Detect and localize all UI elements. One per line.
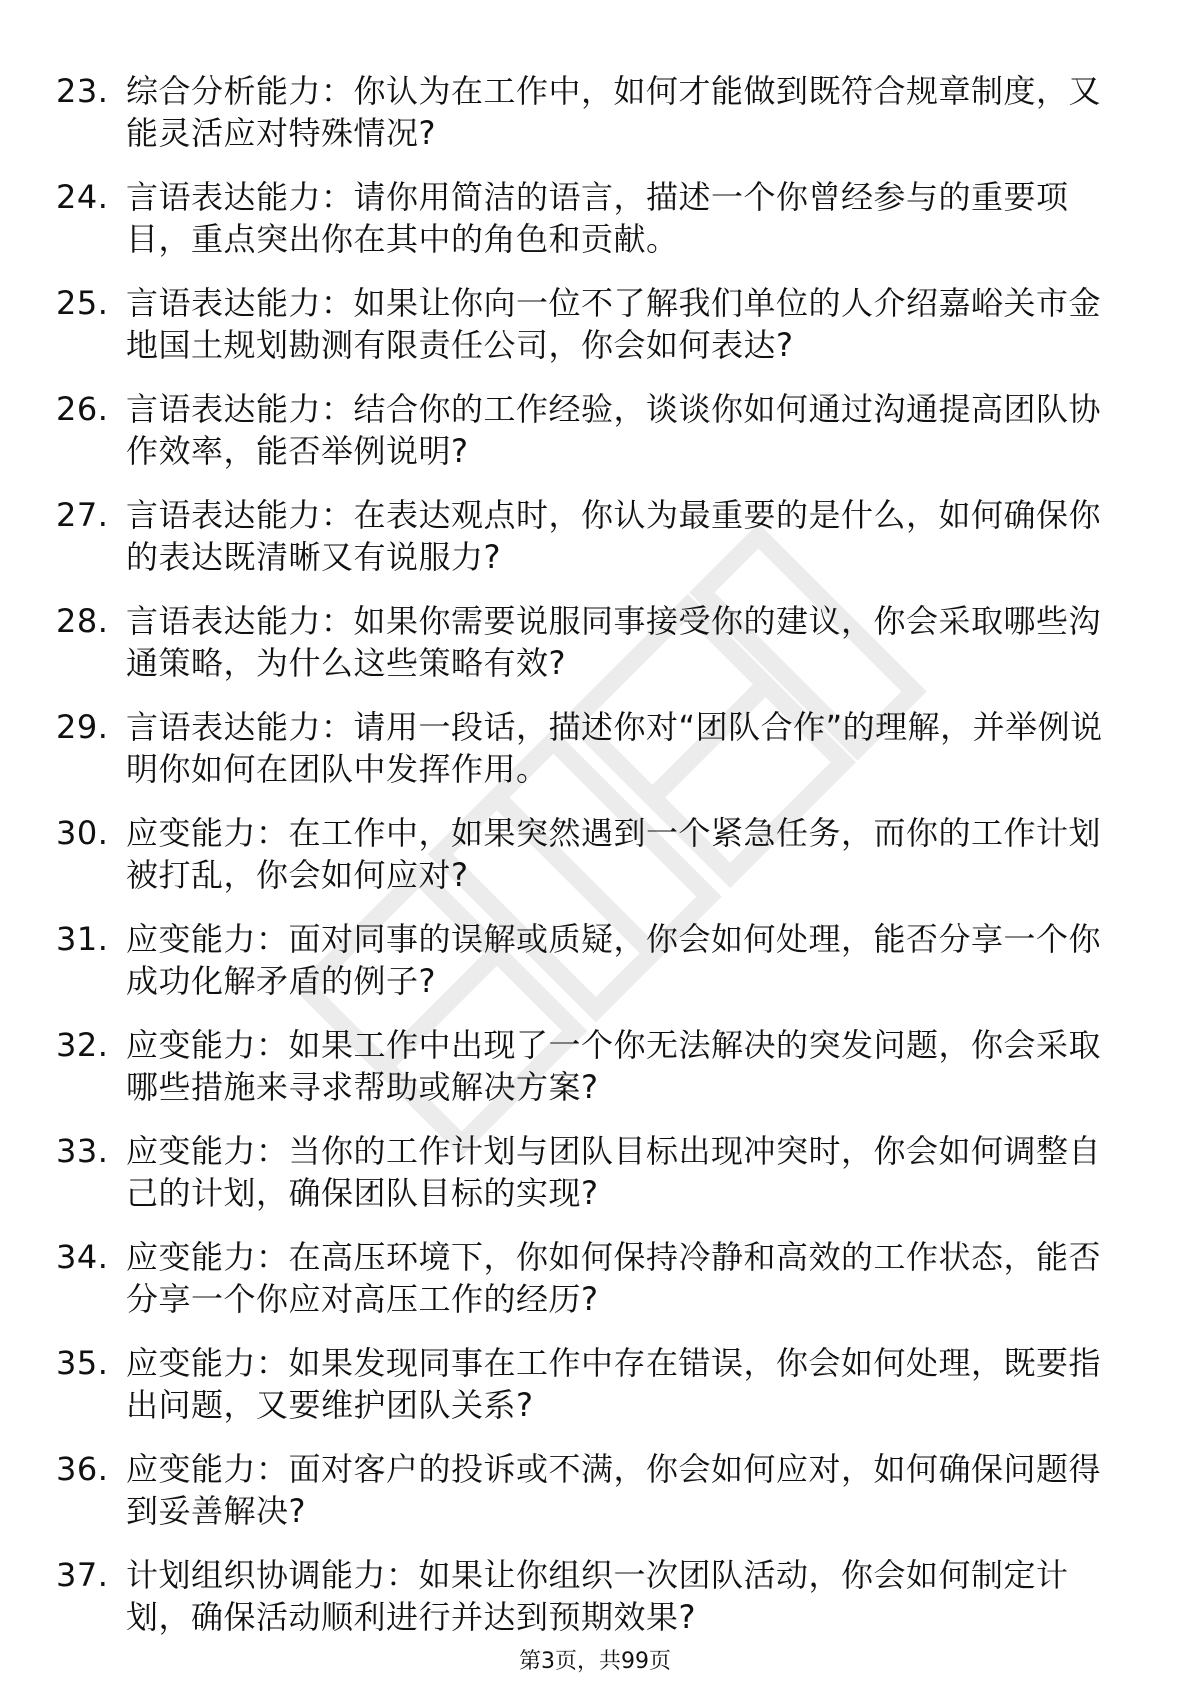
question-text: 言语表达能力：如果你需要说服同事接受你的建议，你会采取哪些沟通策略，为什么这些策略有效?: [126, 602, 1102, 682]
list-item: [56, 1024, 1116, 1108]
question-list: [56, 70, 1116, 1660]
question-text: 言语表达能力：请用一段话，描述你对“团队合作”的理解，并举例说明你如何在团队中发挥作用。: [126, 708, 1103, 788]
list-item: [56, 600, 1116, 684]
question-number: 27.: [56, 496, 109, 534]
question-number: 24.: [56, 178, 109, 216]
list-item: [56, 176, 1116, 260]
question-number: 26.: [56, 390, 109, 428]
question-text: 应变能力：面对同事的误解或质疑，你会如何处理，能否分享一个你成功化解矛盾的例子?: [126, 920, 1102, 1000]
list-item: [56, 706, 1116, 790]
question-text: 应变能力：在高压环境下，你如何保持冷静和高效的工作状态，能否分享一个你应对高压工作的经历?: [126, 1238, 1102, 1318]
question-number: 36.: [56, 1450, 109, 1488]
list-item: [56, 918, 1116, 1002]
question-text: 应变能力：当你的工作计划与团队目标出现冲突时，你会如何调整自己的计划，确保团队目标的实现?: [126, 1132, 1102, 1212]
question-number: 33.: [56, 1132, 109, 1170]
question-number: 29.: [56, 708, 109, 746]
list-item: [56, 70, 1116, 154]
list-item: [56, 494, 1116, 578]
list-item: [56, 1448, 1116, 1532]
list-item: [56, 388, 1116, 472]
list-item: [56, 1554, 1116, 1638]
question-text: 言语表达能力：如果让你向一位不了解我们单位的人介绍嘉峪关市金地国土规划勘测有限责任公司，你会如何表达?: [126, 284, 1102, 364]
page-footer: 第3页，共99页: [519, 1649, 671, 1674]
question-text: 应变能力：面对客户的投诉或不满，你会如何应对，如何确保问题得到妥善解决?: [126, 1450, 1102, 1530]
list-item: [56, 1342, 1116, 1426]
list-item: [56, 812, 1116, 896]
question-text: 言语表达能力：请你用简洁的语言，描述一个你曾经参与的重要项目，重点突出你在其中的角色和贡献。: [126, 178, 1069, 258]
question-number: 34.: [56, 1238, 109, 1276]
question-number: 23.: [56, 72, 109, 110]
question-number: 37.: [56, 1556, 109, 1594]
question-text: 应变能力：在工作中，如果突然遇到一个紧急任务，而你的工作计划被打乱，你会如何应对?: [126, 814, 1102, 894]
question-text: 综合分析能力：你认为在工作中，如何才能做到既符合规章制度，又能灵活应对特殊情况?: [126, 72, 1102, 152]
question-text: 计划组织协调能力：如果让你组织一次团队活动，你会如何制定计划，确保活动顺利进行并达到预期效果?: [126, 1556, 1069, 1636]
list-item: [56, 282, 1116, 366]
question-number: 35.: [56, 1344, 109, 1382]
question-number: 30.: [56, 814, 109, 852]
question-text: 应变能力：如果发现同事在工作中存在错误，你会如何处理，既要指出问题，又要维护团队关系?: [126, 1344, 1102, 1424]
question-text: 应变能力：如果工作中出现了一个你无法解决的突发问题，你会采取哪些措施来寻求帮助或解决方案?: [126, 1026, 1102, 1106]
question-number: 32.: [56, 1026, 109, 1064]
question-number: 25.: [56, 284, 109, 322]
question-text: 言语表达能力：结合你的工作经验，谈谈你如何通过沟通提高团队协作效率，能否举例说明?: [126, 390, 1102, 470]
list-item: [56, 1236, 1116, 1320]
question-number: 28.: [56, 602, 109, 640]
question-number: 31.: [56, 920, 109, 958]
question-text: 言语表达能力：在表达观点时，你认为最重要的是什么，如何确保你的表达既清晰又有说服力?: [126, 496, 1102, 576]
list-item: [56, 1130, 1116, 1214]
